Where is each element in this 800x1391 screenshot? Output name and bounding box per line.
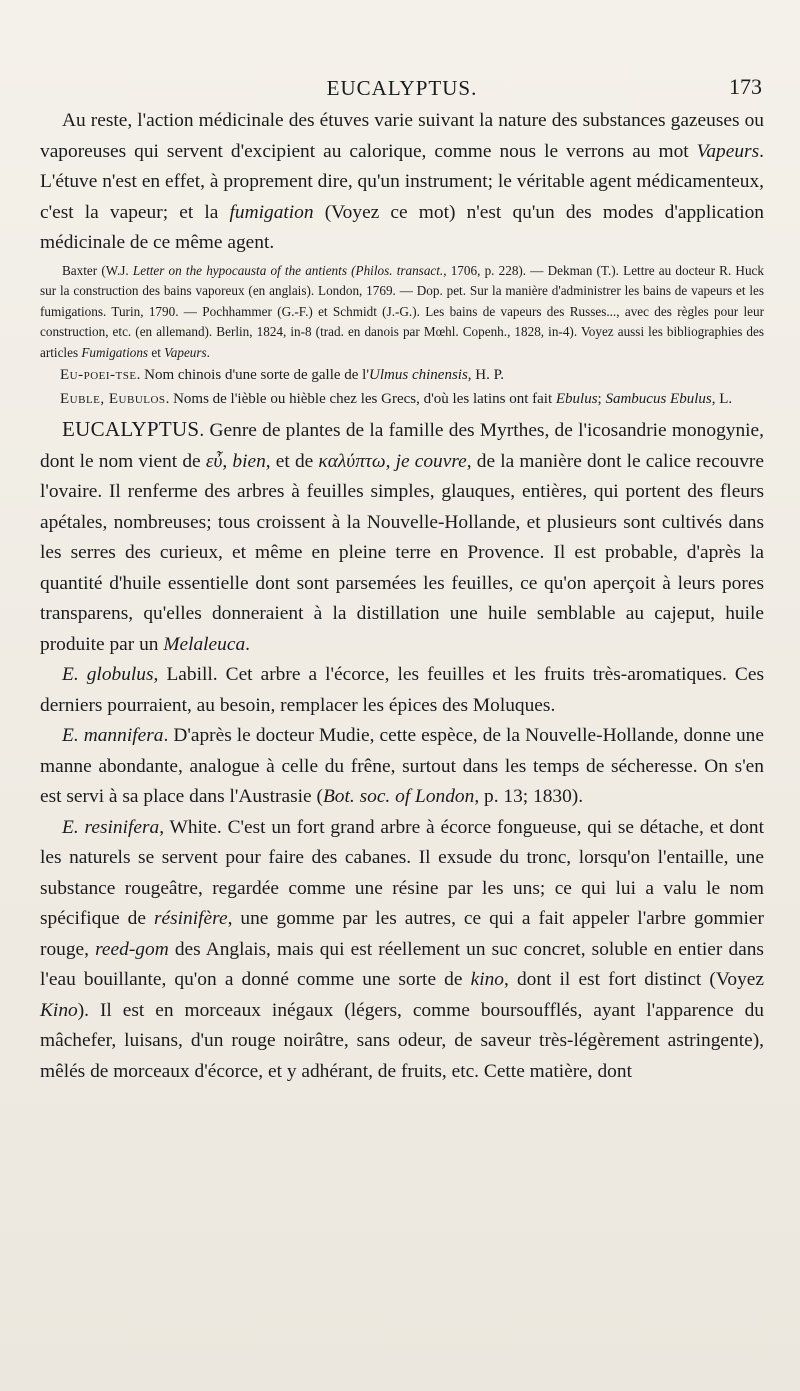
text-run: . bbox=[245, 633, 251, 655]
text-run: , p. 13; 1830). bbox=[474, 786, 584, 808]
text-run: , H. P. bbox=[467, 367, 505, 384]
italic-term: résinifère bbox=[153, 908, 228, 930]
text-run: . bbox=[206, 344, 210, 360]
species-name: E. resinifera bbox=[62, 816, 160, 838]
text-run: et bbox=[148, 344, 165, 360]
entry-e-mannifera bbox=[40, 721, 764, 813]
italic-ref: Fumigations bbox=[81, 344, 149, 360]
entry-headword: Eu-poei-tse bbox=[60, 367, 137, 384]
text-run: ; bbox=[597, 390, 606, 407]
text-run: . Genre de plantes de la famille des Myrthes, de l'icosandrie monogynie, dont le nom vient de bbox=[40, 420, 764, 472]
paragraph-etuves bbox=[40, 106, 764, 259]
text-run: . Nom chinois d'une sorte de galle de l' bbox=[136, 367, 370, 384]
text-run: des Anglais, mais qui est réellement un suc concret, soluble en entier dans l'eau bouillante, qu'on a donné comme une sorte de bbox=[40, 938, 764, 991]
text-run: ). Il est en morceaux inégaux (légers, comme boursoufflés, ayant l'apparence du mâchefer, luisans, d'un rouge noirâtre, sans odeur, de saveur très-légèrement astringente), mêlés de morceaux d'écorce, et y adhérant, de fruits, etc. Cette matière, dont bbox=[40, 999, 764, 1082]
entry-e-resinifera bbox=[40, 813, 764, 1088]
italic-species: Melaleuca bbox=[163, 633, 246, 655]
text-run: , une gomme par les autres, ce qui a fait appeler l'arbre gommier rouge, bbox=[40, 908, 764, 960]
italic-ref: Bot. soc. of London bbox=[322, 786, 475, 808]
text-run: . Noms de l'ièble ou hièble chez les Grecs, d'où les latins ont fait bbox=[165, 390, 556, 407]
entry-eu-poei-tse bbox=[40, 365, 764, 387]
text-run: . D'après le docteur Mudie, cette espèce, de la Nouvelle-Hollande, donne une manne abondante, analogue à celle du frêne, surtout dans les temps de sécheresse. On s'en est servi à sa place dans l'Austrasie ( bbox=[40, 725, 764, 808]
bibliography bbox=[40, 261, 764, 364]
italic-term: fumigation bbox=[229, 201, 314, 223]
italic-ref: Kino bbox=[40, 999, 78, 1021]
italic-ref: Vapeurs bbox=[696, 140, 760, 162]
italic-ref: Vapeurs bbox=[164, 344, 207, 360]
page-number: 173 bbox=[729, 74, 762, 99]
text-run: , Labill. Cet arbre a l'écorce, les feuilles et les fruits très-aromatiques. Ces derniers pourraient, au besoin, remplacer les épices des Moluques. bbox=[40, 664, 764, 716]
entry-e-globulus bbox=[40, 660, 764, 721]
italic-title: Letter on the hypocausta of the antients (Philos. transact. bbox=[132, 262, 444, 278]
species-name: E. mannifera bbox=[62, 725, 164, 747]
italic-term: je couvre bbox=[395, 450, 467, 472]
species-name: E. globulus bbox=[62, 664, 154, 686]
text-run: , bbox=[385, 450, 396, 472]
text-run: Au reste, l'action médicinale des étuves varie suivant la nature des substances gazeuses ou vaporeuses qui servent d'excipient au calorique, comme nous le verrons au mot bbox=[40, 110, 764, 162]
entry-euble bbox=[40, 389, 764, 411]
text-run: , White. C'est un fort grand arbre à écorce fongueuse, qui se détache, et dont les naturels se servent pour faire des cabanes. Il exsude du tronc, lorsqu'on l'entaille, une substance rougeâtre, regardée comme une résine par les uns; ce qui lui a valu le nom spécifique de bbox=[40, 816, 764, 930]
greek-word: εὖ bbox=[205, 450, 223, 472]
text-run: , 1706, p. 228). — Dekman (T.). Lettre au docteur R. Huck sur la construction des bains vaporeux (en anglais). London, 1769. — Dop. pet. Sur la manière d'administrer les bains de vapeurs et les fumigations. Turin, 1790. — Pochhammer (G.-F.) et Schmidt (J.-G.). Les bains de vapeurs des Russes..., avec des règles pour leur construction, etc. (en allemand). Berlin, 1824, in-8 (trad. en danois par Mœhl. Copenh., 1828, in-4). Voyez aussi les bibliographies des articles bbox=[40, 262, 764, 360]
entry-eucalyptus bbox=[40, 414, 764, 660]
text-run: , dont il est fort distinct (Voyez bbox=[503, 969, 764, 991]
running-title: EUCALYPTUS. bbox=[326, 76, 478, 100]
entry-headword: Euble, Eubulos bbox=[60, 390, 166, 407]
entry-headword: EUCALYPTUS bbox=[62, 417, 200, 442]
text-run: Baxter (W.J. bbox=[62, 262, 133, 278]
text-run: , bbox=[222, 450, 233, 472]
text-run: , et de bbox=[265, 450, 319, 472]
greek-word: καλύπτω bbox=[318, 450, 386, 472]
page-header bbox=[40, 70, 764, 106]
text-run: , L. bbox=[711, 390, 733, 407]
italic-term: reed-gom bbox=[95, 938, 169, 960]
italic-term: kino bbox=[470, 969, 504, 991]
italic-term: Ebulus bbox=[555, 390, 598, 407]
text-run: . L'étuve n'est en effet, à proprement dire, qu'un instrument; le véritable agent médicamenteux, c'est la vapeur; et la bbox=[40, 140, 764, 223]
italic-species: Sambucus Ebulus bbox=[605, 390, 712, 407]
italic-term: bien bbox=[232, 450, 266, 472]
italic-species: Ulmus chinensis bbox=[369, 367, 468, 384]
text-run: , de la manière dont le calice recouvre l'ovaire. Il renferme des arbres à feuilles simples, glauques, entières, qui portent des fleurs apétales, nombreuses; tous croissent à la Nouvelle-Hollande, et plusieurs sont cultivés dans les serres des curieux, et même en pleine terre en Provence. Il est probable, d'après la quantité d'huile essentielle dont sont parsemées les feuilles, ce qu'on aperçoit à leurs pores transparens, qu'elles donneraient à la distillation une huile semblable au cajeput, huile produite par un bbox=[40, 450, 764, 655]
text-run: (Voyez ce mot) n'est qu'un des modes d'application médicinale de ce même agent. bbox=[40, 201, 764, 253]
